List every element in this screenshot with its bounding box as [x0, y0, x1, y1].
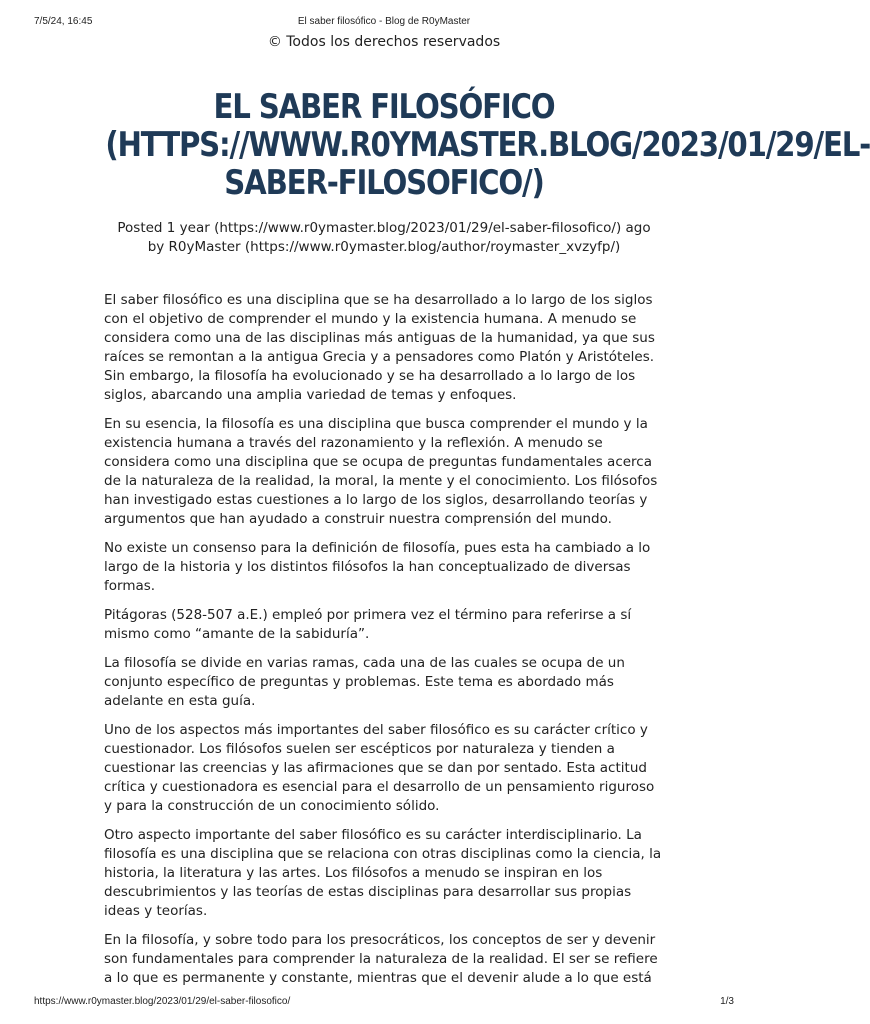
print-footer	[34, 996, 734, 1010]
post-title: EL SABER FILOSÓFICO (HTTPS://WWW.R0YMASTER.BLOG/2023/01/29/EL-SABER-FILOSOFICO/)	[105, 87, 870, 203]
paragraph-7: Otro aspecto importante del saber filosófico es su carácter interdisciplinario. La filosofía es una disciplina que se relaciona con otras disciplinas como la ciencia, la historia, la literatura y las artes. Los filósofos a menudo se inspiran en los descubrimientos y las teorías de estas disciplinas para desarrollar sus propias ideas y teorías.	[104, 827, 662, 919]
print-footer-url: https://www.r0ymaster.blog/2023/01/29/el-saber-filosofico/	[34, 996, 291, 1007]
paragraph-2: En su esencia, la filosofía es una disciplina que busca comprender el mundo y la existencia humana a través del razonamiento y la reflexión. A menudo se considera como una disciplina que se ocupa de preguntas fundamentales acerca de la naturaleza de la realidad, la moral, la mente y el conocimiento. Los filósofos han investigado estas cuestiones a lo largo de los siglos, desarrollando teorías y argumentos que han ayudado a construir nuestra comprensión del mundo.	[104, 416, 658, 527]
copyright-notice: © Todos los derechos reservados	[267, 34, 501, 50]
print-header	[34, 16, 734, 30]
post-meta	[90, 219, 678, 257]
paragraph-3: No existe un consenso para la definición de filosofía, pues esta ha cambiado a lo largo de la historia y los distintos filósofos la han conceptualizado de diversas formas.	[104, 540, 651, 594]
paragraph-5: La filosofía se divide en varias ramas, cada una de las cuales se ocupa de un conjunto específico de preguntas y problemas. Este tema es abordado más adelante en esta guía.	[104, 655, 625, 709]
print-document-title: El saber filosófico - Blog de R0yMaster	[297, 16, 471, 27]
paragraph-1: El saber filosófico es una disciplina que se ha desarrollado a lo largo de los siglos con el objetivo de comprender el mundo y la existencia humana. A menudo se considera como una de las disciplinas más antiguas de la humanidad, ya que sus raíces se remontan a la antigua Grecia y a pensadores como Platón y Aristóteles. Sin embargo, la filosofía ha evolucionado y se ha desarrollado a lo largo de los siglos, abarcando una amplia variedad de temas y enfoques.	[104, 292, 655, 403]
paragraph-8: En la filosofía, y sobre todo para los presocráticos, los conceptos de ser y devenir son fundamentales para comprender la naturaleza de la realidad. El ser se refiere a lo que es permanente y constante, mientras que el devenir alude a lo que está	[104, 932, 658, 986]
post-content	[104, 291, 664, 998]
post-meta-author: by R0yMaster (https://www.r0ymaster.blog/author/roymaster_xvzyfp/)	[147, 239, 621, 255]
print-datetime: 7/5/24, 16:45	[34, 16, 93, 27]
paragraph-6: Uno de los aspectos más importantes del saber filosófico es su carácter crítico y cuestionador. Los filósofos suelen ser escépticos por naturaleza y tienden a cuestionar las creencias y las afirmaciones que se dan por sentado. Esta actitud crítica y cuestionadora es esencial para el desarrollo de un pensamiento riguroso y para la construcción de un conocimiento sólido.	[104, 722, 655, 814]
print-page-number: 1/3	[720, 996, 734, 1007]
post-meta-posted: Posted 1 year (https://www.r0ymaster.blog/2023/01/29/el-saber-filosofico/) ago	[117, 220, 651, 236]
paragraph-4: Pitágoras (528-507 a.E.) empleó por primera vez el término para referirse a sí mismo como “amante de la sabiduría”.	[104, 607, 632, 642]
